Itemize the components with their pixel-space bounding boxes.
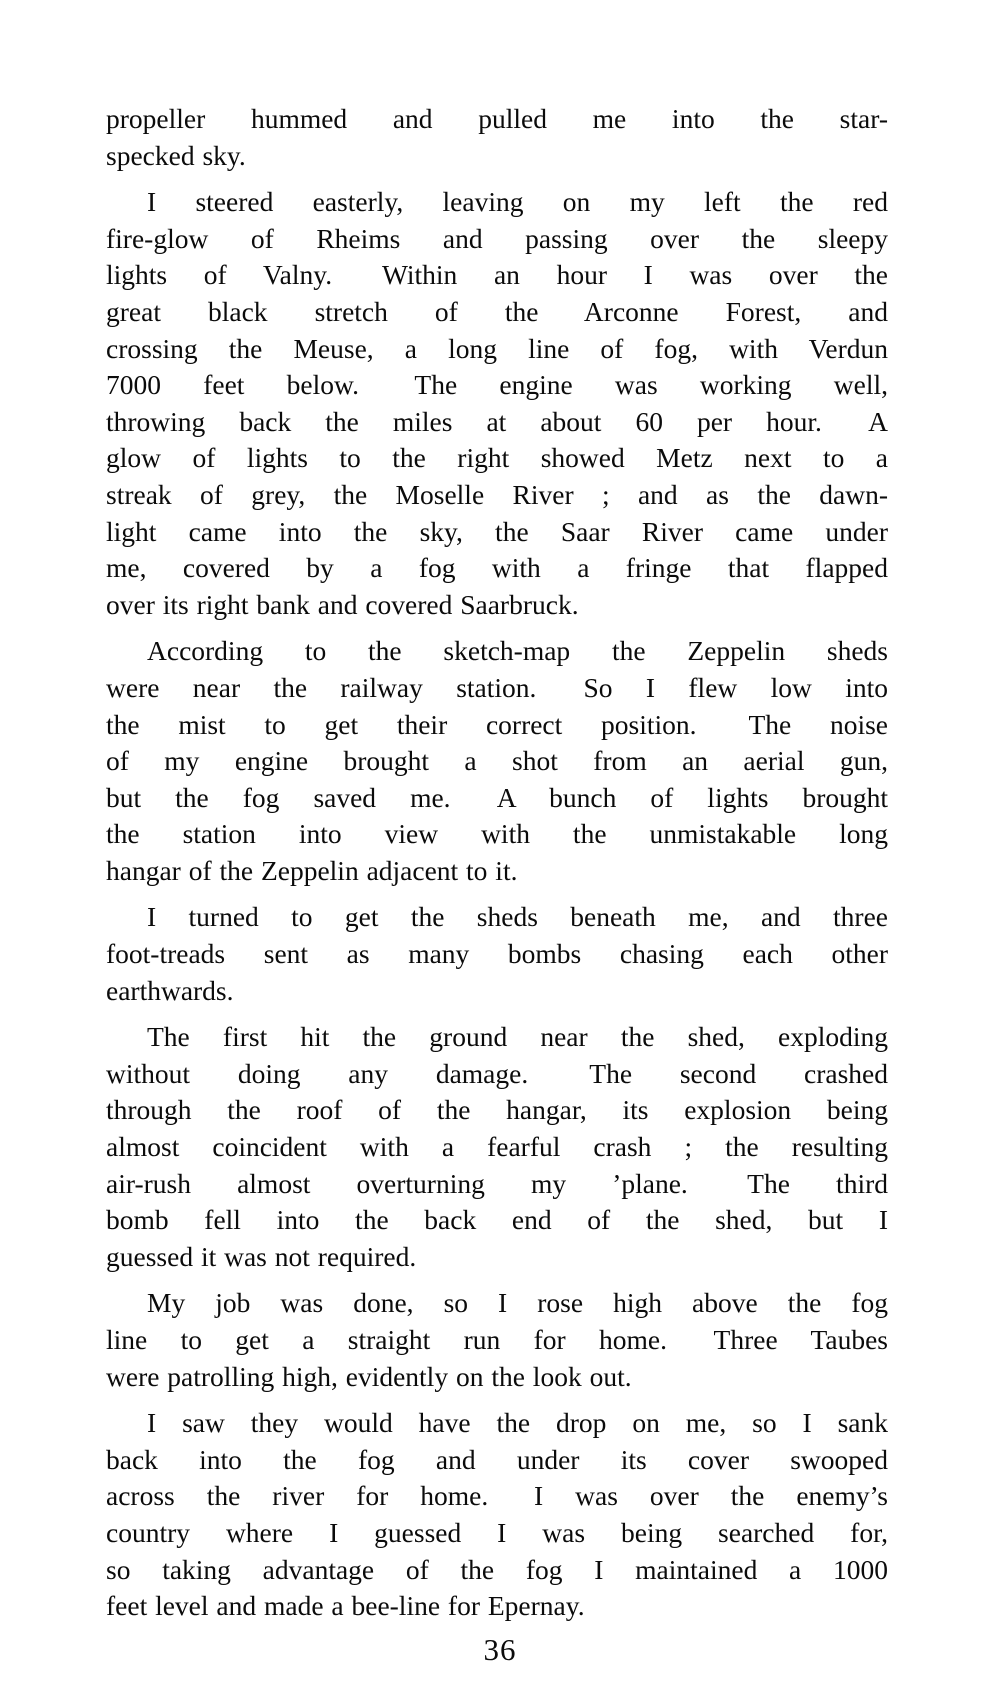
text-line: over its right bank and covered Saarbruck. (106, 588, 579, 620)
text-line: I saw they would have the drop on me, so I sank (147, 1407, 888, 1439)
text-line: According to the sketch-map the Zeppelin sheds (147, 635, 888, 667)
text-line: almost coincident with a fearful crash ; the resulting (106, 1131, 888, 1163)
paragraph (106, 184, 888, 623)
paragraph (106, 1019, 888, 1275)
text-line: through the roof of the hangar, its explosion being (106, 1094, 888, 1126)
text-line: I steered easterly, leaving on my left the red (147, 186, 888, 218)
text-line: back into the fog and under its cover swooped (106, 1443, 888, 1475)
text-line: My job was done, so I rose high above the fog (147, 1287, 888, 1319)
text-line: hangar of the Zeppelin adjacent to it. (106, 854, 518, 886)
text-line: lights of Valny. Within an hour I was over the (106, 259, 888, 291)
text-line: fire-glow of Rheims and passing over the sleepy (106, 222, 888, 254)
text-block (106, 101, 888, 1635)
text-line: throwing back the miles at about 60 per hour. A (106, 405, 888, 437)
text-line: the station into view with the unmistakable long (106, 818, 888, 850)
text-line: across the river for home. I was over the enemy’s (106, 1480, 888, 1512)
paragraph (106, 1405, 888, 1625)
paragraph (106, 1285, 888, 1395)
text-line: line to get a straight run for home. Three Taubes (106, 1324, 888, 1355)
text-line: specked sky. (106, 139, 246, 171)
text-line: were near the railway station. So I flew low into (106, 671, 888, 703)
text-line: glow of lights to the right showed Metz next to a (106, 442, 888, 474)
text-line: feet level and made a bee-line for Epernay. (106, 1590, 585, 1622)
text-line: light came into the sky, the Saar River came under (106, 515, 888, 547)
text-line: were patrolling high, evidently on the look out. (106, 1360, 632, 1392)
text-line: but the fog saved me. A bunch of lights brought (106, 781, 888, 813)
text-line: I turned to get the sheds beneath me, and three (147, 901, 888, 933)
text-line: 7000 feet below. The engine was working well, (106, 369, 888, 401)
text-line: guessed it was not required. (106, 1240, 417, 1272)
text-line: foot-treads sent as many bombs chasing each other (106, 938, 888, 970)
text-line: country where I guessed I was being searched for, (106, 1516, 888, 1548)
text-line: propeller hummed and pulled me into the star- (106, 103, 888, 134)
text-line: so taking advantage of the fog I maintained a 1000 (106, 1553, 888, 1585)
text-line: of my engine brought a shot from an aerial gun, (106, 745, 888, 777)
text-line: streak of grey, the Moselle River ; and as the dawn- (106, 478, 888, 510)
text-line: me, covered by a fog with a fringe that flapped (106, 552, 888, 584)
text-line: crossing the Meuse, a long line of fog, with Verdun (106, 332, 888, 364)
text-line: earthwards. (106, 974, 234, 1006)
page-number: 36 (483, 1632, 517, 1667)
text-line: air-rush almost overturning my ’plane. The third (106, 1167, 888, 1199)
text-line: the mist to get their correct position. The noise (106, 708, 888, 740)
text-line: great black stretch of the Arconne Forest, and (106, 295, 888, 327)
paragraph (106, 899, 888, 1009)
text-line: The first hit the ground near the shed, exploding (147, 1021, 888, 1053)
paragraph (106, 633, 888, 889)
text-line: without doing any damage. The second crashed (106, 1057, 888, 1089)
paragraph (106, 101, 888, 174)
text-line: bomb fell into the back end of the shed, but I (106, 1204, 888, 1236)
